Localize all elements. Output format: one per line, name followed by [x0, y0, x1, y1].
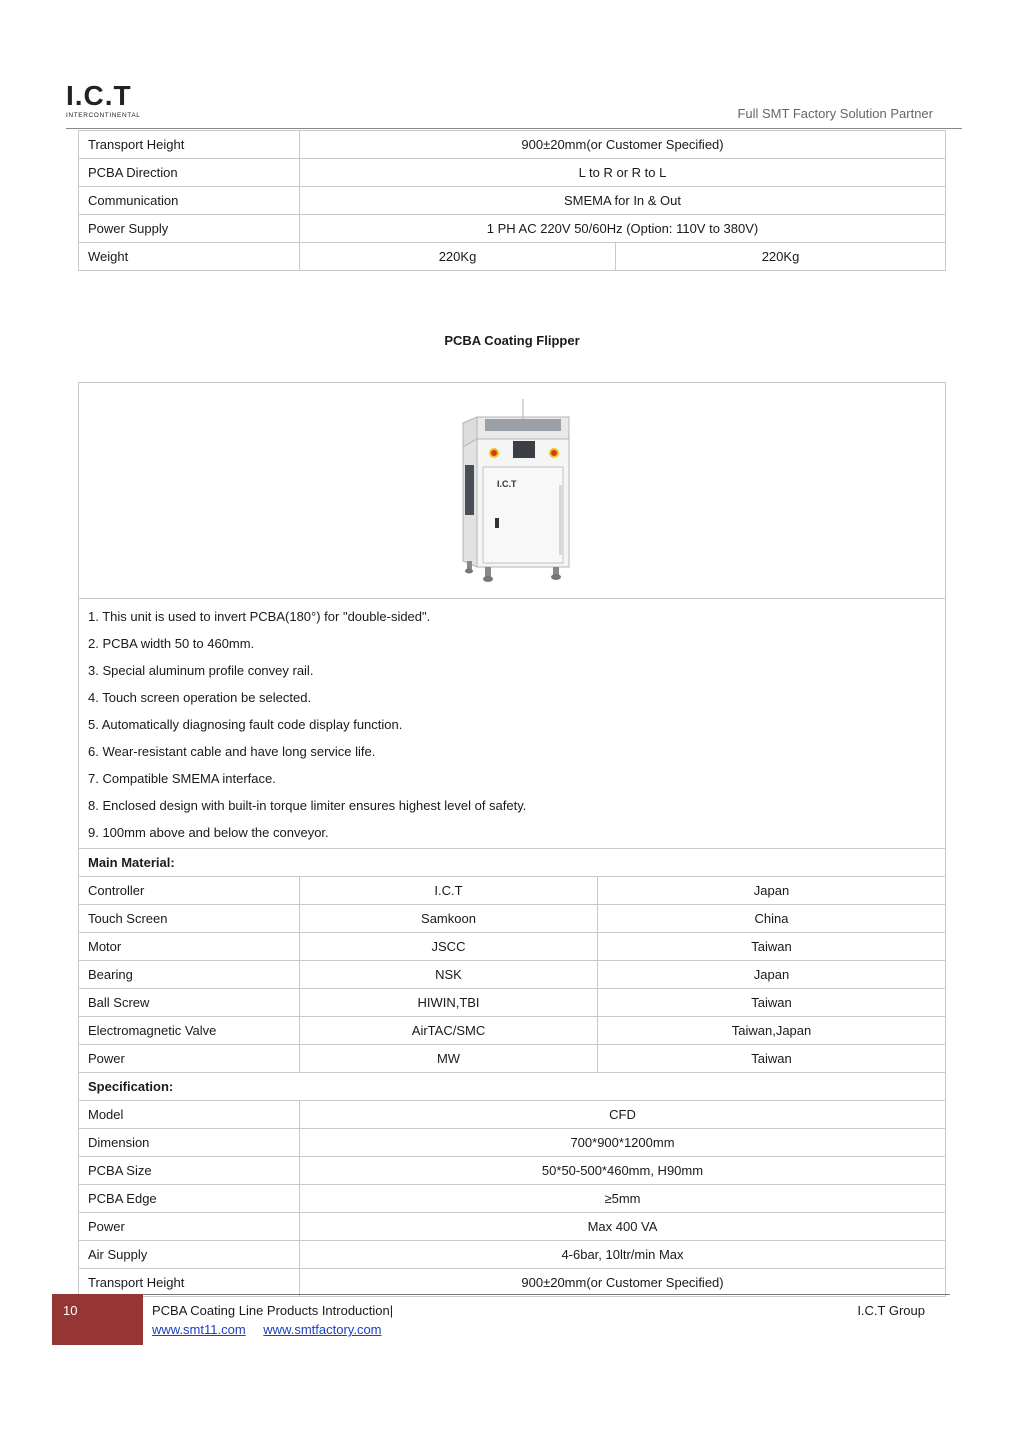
table-row — [79, 131, 946, 159]
list-item: 3. Special aluminum profile convey rail. — [88, 663, 314, 678]
spec-value: 4-6bar, 10ltr/min Max — [300, 1241, 946, 1269]
list-item: 1. This unit is used to invert PCBA(180°) for "double-sided". — [88, 609, 431, 624]
material-item: Electromagnetic Valve — [79, 1017, 300, 1045]
material-item: Touch Screen — [79, 905, 300, 933]
table-row — [79, 1269, 946, 1297]
list-item: 6. Wear-resistant cable and have long service life. — [88, 744, 376, 759]
table-row — [79, 961, 946, 989]
material-origin: Taiwan — [598, 989, 946, 1017]
header-divider — [66, 128, 962, 129]
footer-links — [152, 1322, 396, 1337]
table-row — [79, 1157, 946, 1185]
material-brand: MW — [300, 1045, 598, 1073]
table-row — [79, 243, 946, 271]
features-cell — [79, 599, 946, 849]
table-row — [79, 1241, 946, 1269]
spec-label: Weight — [79, 243, 300, 271]
image-row — [79, 383, 946, 599]
list-item: 9. 100mm above and below the conveyor. — [88, 825, 329, 840]
header-tagline: Full SMT Factory Solution Partner — [737, 106, 933, 121]
list-item: 7. Compatible SMEMA interface. — [88, 771, 276, 786]
material-origin: Taiwan — [598, 1045, 946, 1073]
material-origin: Taiwan,Japan — [598, 1017, 946, 1045]
spec-label: PCBA Direction — [79, 159, 300, 187]
table-row — [79, 1101, 946, 1129]
footer-divider — [143, 1294, 950, 1295]
spec-label: PCBA Size — [79, 1157, 300, 1185]
material-brand: NSK — [300, 961, 598, 989]
material-item: Power — [79, 1045, 300, 1073]
spec-value: Max 400 VA — [300, 1213, 946, 1241]
material-brand: I.C.T — [300, 877, 598, 905]
spec-label: Model — [79, 1101, 300, 1129]
section-title: PCBA Coating Flipper — [444, 333, 580, 348]
material-origin: Taiwan — [598, 933, 946, 961]
machine-image — [447, 395, 577, 595]
spec-value: 50*50-500*460mm, H90mm — [300, 1157, 946, 1185]
list-item: 5. Automatically diagnosing fault code display function. — [88, 717, 403, 732]
table-row — [79, 849, 946, 877]
material-item: Ball Screw — [79, 989, 300, 1017]
spec-value: 220Kg — [300, 243, 616, 271]
table-row — [79, 159, 946, 187]
material-origin: China — [598, 905, 946, 933]
spec-label: Air Supply — [79, 1241, 300, 1269]
spec-value: 900±20mm(or Customer Specified) — [300, 131, 946, 159]
material-brand: AirTAC/SMC — [300, 1017, 598, 1045]
spec-label: Power — [79, 1213, 300, 1241]
machine-label: I.C.T — [497, 478, 517, 489]
list-item: 4. Touch screen operation be selected. — [88, 690, 312, 705]
table-row — [79, 215, 946, 243]
material-brand: JSCC — [300, 933, 598, 961]
specification-heading: Specification: — [79, 1073, 946, 1101]
table-row — [79, 187, 946, 215]
footer-group: I.C.T Group — [857, 1303, 925, 1318]
main-material-heading: Main Material: — [79, 849, 946, 877]
page-number-box — [52, 1294, 143, 1345]
page-number: 10 — [63, 1303, 78, 1318]
material-brand: Samkoon — [300, 905, 598, 933]
product-image-cell — [79, 383, 946, 599]
table-row — [79, 877, 946, 905]
spec-label: PCBA Edge — [79, 1185, 300, 1213]
material-origin: Japan — [598, 877, 946, 905]
material-item: Controller — [79, 877, 300, 905]
list-item: 8. Enclosed design with built-in torque limiter ensures highest level of safety. — [88, 798, 527, 813]
touch-screen — [513, 441, 535, 458]
material-item: Motor — [79, 933, 300, 961]
spec-label: Power Supply — [79, 215, 300, 243]
spec-value: 1 PH AC 220V 50/60Hz (Option: 110V to 380V) — [300, 215, 946, 243]
list-item: 2. PCBA width 50 to 460mm. — [88, 636, 255, 651]
spec-value: ≥5mm — [300, 1185, 946, 1213]
table-row — [79, 1185, 946, 1213]
material-brand: HIWIN,TBI — [300, 989, 598, 1017]
features-row — [79, 599, 946, 849]
spec-label: Communication — [79, 187, 300, 215]
spec-label: Dimension — [79, 1129, 300, 1157]
spec-value: L to R or R to L — [300, 159, 946, 187]
logo-subtext: INTERCONTINENTAL — [66, 112, 141, 119]
material-origin: Japan — [598, 961, 946, 989]
table-row — [79, 1073, 946, 1101]
previous-spec-table — [78, 130, 946, 271]
footer-title: PCBA Coating Line Products Introduction| — [152, 1303, 394, 1318]
table-row — [79, 1213, 946, 1241]
spec-value: SMEMA for In & Out — [300, 187, 946, 215]
table-row — [79, 989, 946, 1017]
spec-label: Transport Height — [79, 1269, 300, 1297]
spec-value: 900±20mm(or Customer Specified) — [300, 1269, 946, 1297]
table-row — [79, 1017, 946, 1045]
table-row — [79, 905, 946, 933]
table-row — [79, 933, 946, 961]
table-row — [79, 1045, 946, 1073]
footer-link-smt11[interactable]: www.smt11.com — [152, 1322, 246, 1337]
logo-mark: I.C.T — [66, 80, 132, 111]
footer-link-smtfactory[interactable]: www.smtfactory.com — [263, 1322, 382, 1337]
table-row — [79, 1129, 946, 1157]
spec-value: 220Kg — [616, 243, 946, 271]
spec-value: 700*900*1200mm — [300, 1129, 946, 1157]
product-table — [78, 382, 946, 1297]
spec-value: CFD — [300, 1101, 946, 1129]
spec-label: Transport Height — [79, 131, 300, 159]
material-item: Bearing — [79, 961, 300, 989]
company-logo — [66, 82, 166, 124]
